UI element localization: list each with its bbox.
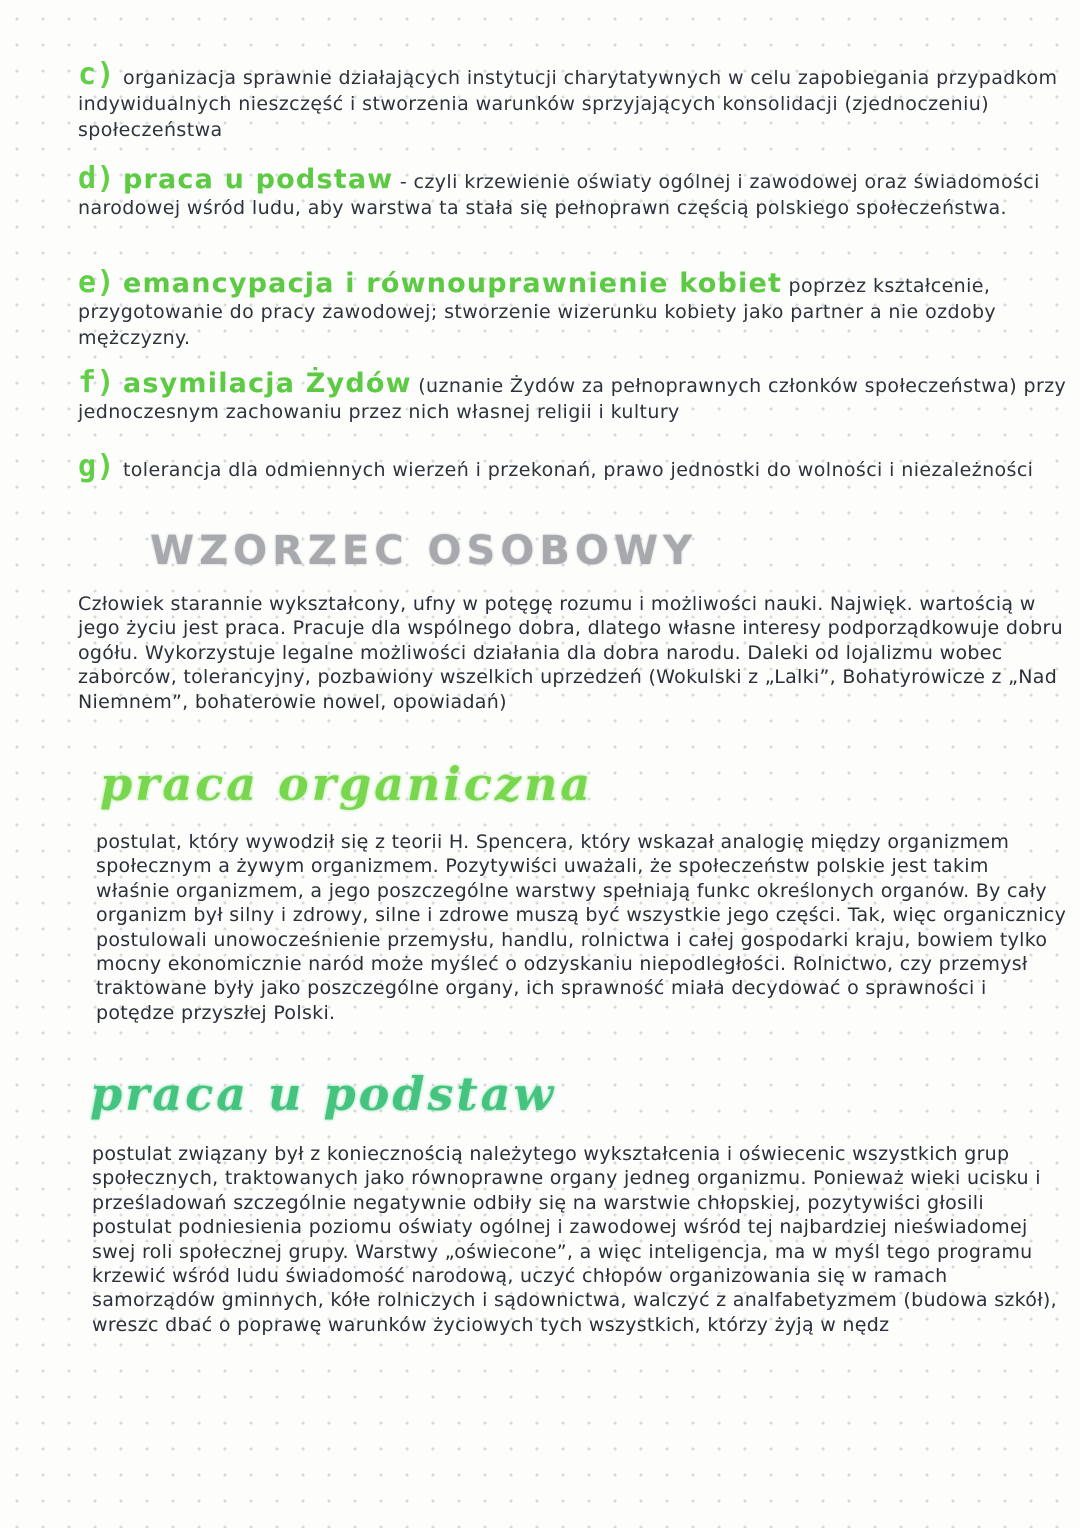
item-letter: g) <box>78 449 115 484</box>
list-item-g <box>78 449 1068 484</box>
wzorzec-heading: WZORZEC OSOBOWY <box>150 528 697 574</box>
list-item-e <box>78 265 1068 351</box>
item-term: emancypacja i równouprawnienie kobiet <box>122 268 783 299</box>
organic-work-paragraph: postulat, który wywodził się z teorii H. Spencera, który wskazał analogię między organizmem społecznym a żywym organizmem. Pozytywiści uważali, że społeczeństw polskie jest takim właśnie organizmem, a jego poszczególne warstwy spełniają funkc określonych organów. By cały organizm był silny i zdrowy, silne i zdrowe muszą być wszystkie jego części. Tak, więc organicznicy postulowali unowocześnienie przemysłu, handlu, rolnictwa i całej gospodarki kraju, bowiem tylko mocny ekonomicznie naród może myśleć o odzyskaniu niepodległości. Rolnictwo, czy przemysł traktowane były jako poszczególne organy, ich sprawność miała decydować o sprawności i potędze przyszłej Polski. <box>96 831 1067 1024</box>
item-letter: d) <box>78 161 115 196</box>
organic-work-heading: praca organiczna <box>100 757 594 811</box>
item-letter: f) <box>78 365 115 400</box>
item-text: czyli krzewienie oświaty ogólnej i zawodowej oraz świadomości narodowej wśród ludu, aby warstwa ta stała się pełnoprawn częścią polskiego społeczeństwa. <box>78 171 1040 219</box>
list-item-d <box>78 161 1068 221</box>
item-letter: e) <box>78 265 115 300</box>
wzorzec-paragraph: Człowiek starannie wykształcony, ufny w potęgę rozumu i możliwości nauki. Najwięk. wartością w jego życiu jest praca. Pracuje dla wspólnego dobra, dlatego własne interesy podporządkowuje dobru ogółu. Wykorzystuje legalne możliwości działania dla dobra narodu. Daleki od lojalizmu wobec zaborców, tolerancyjny, pozbawiony wszelkich uprzedzeń (Wokulski z „Lalki”, Bohatyrowicze z „Nad Niemnem”, bohaterowie nowel, opowiadań) <box>78 593 1063 713</box>
basis-work-paragraph: postulat związany był z koniecznością należytego wykształcenia i oświecenic wszystkich grup społecznych, traktowanych jako równoprawne organy jedneg organizmu. Ponieważ wieki ucisku i prześladowań szczególnie negatywnie odbiły się na warstwie chłopskiej, pozytywiści głosili postulat podniesienia poziomu oświaty ogólnej i zawodowej wśród tej najbardziej nieświadomej swej roli społecznej grupy. Warstwy „oświecone”, a więc inteligencja, ma w myśl tego programu krzewić wśród ludu świadomość narodową, uczyć chłopów organizowania się w ramach samorządów gminnych, kółe rolniczych i sądownictwa, walczyć z analfabetyzmem (budowa szkół), wreszc dbać o poprawę warunków życiowych tych wszystkich, którzy żyją w nędz <box>92 1143 1057 1336</box>
list-item-f <box>78 365 1068 425</box>
item-text: poprzez kształcenie, przygotowanie do pracy zawodowej; stworzenie wizerunku kobiety jako partner a nie ozdoby mężczyzny. <box>78 275 997 349</box>
item-dash: - <box>393 171 414 193</box>
item-text: (uznanie Żydów za pełnoprawnych członków społeczeństwa) przy jednoczesnym zachowaniu przez nich własnej religii i kultury <box>78 375 1067 423</box>
basis-work-heading: praca u podstaw <box>90 1067 557 1121</box>
item-text: organizacja sprawnie działających instytucji charytatywnych w celu zapobiegania przypadkom indywidualnych nieszczęść i stworzenia warunków sprzyjających konsolidacji (zjednoczeniu) społeczeństwa <box>78 67 1058 141</box>
item-letter: c) <box>78 57 115 92</box>
list-item-c <box>78 57 1068 143</box>
item-term: asymilacja Żydów <box>122 368 412 399</box>
item-text: tolerancja dla odmiennych wierzeń i przekonań, prawo jednostki do wolności i niezależności <box>122 459 1034 481</box>
item-term: praca u podstaw <box>122 164 394 195</box>
